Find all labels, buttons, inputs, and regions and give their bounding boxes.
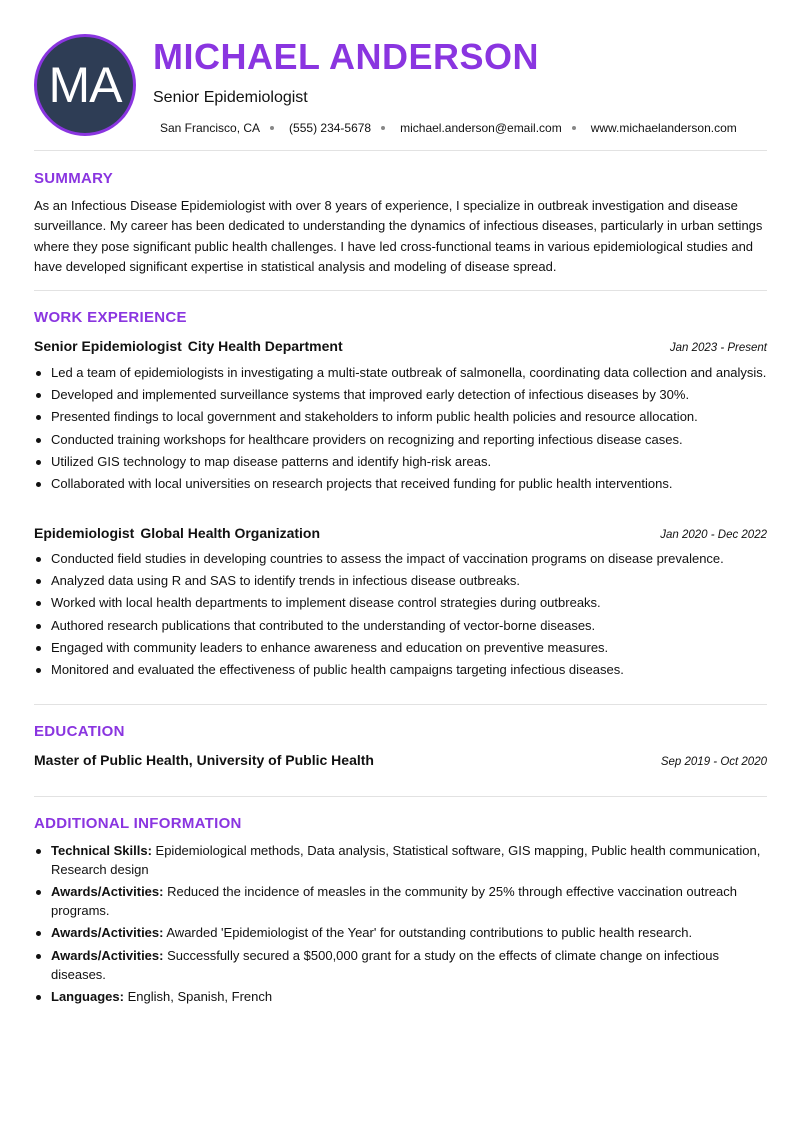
contact-phone: (555) 234-5678 (289, 121, 372, 135)
list-item: Monitored and evaluated the effectiveness of public health campaigns targeting infectious diseases. (34, 660, 767, 679)
education-dates: Sep 2019 - Oct 2020 (660, 756, 767, 768)
divider (34, 796, 767, 797)
additional-heading: ADDITIONAL INFORMATION (34, 815, 242, 832)
contact-email[interactable]: michael.anderson@email.com (400, 121, 562, 135)
item-label: Awards/Activities: (51, 884, 164, 900)
job-title-line (34, 338, 343, 354)
additional-list (34, 841, 767, 1009)
candidate-role: Senior Epidemiologist (153, 89, 308, 106)
item-text: Reduced the incidence of measles in the community by 25% through effective vaccination outreach programs. (51, 884, 738, 919)
experience-heading: WORK EXPERIENCE (34, 309, 187, 326)
item-text: Successfully secured a $500,000 grant for a study on the effects of climate change on infectious diseases. (51, 947, 719, 982)
contact-website[interactable]: www.michaelanderson.com (590, 121, 737, 135)
job-title-line (34, 525, 320, 541)
list-item: Analyzed data using R and SAS to identify trends in infectious disease outbreaks. (34, 571, 767, 590)
avatar-initials: MA (48, 57, 122, 113)
list-item: Utilized GIS technology to map disease patterns and identify high-risk areas. (34, 452, 767, 471)
contact-location: San Francisco, CA (160, 121, 261, 135)
summary-text: As an Infectious Disease Epidemiologist with over 8 years of experience, I specialize in outbreak investigation and disease surveillance. My career has been dedicated to understanding the dynamics of infectious diseases, particularly in urban settings where they pose significant public health challenges. I have led cross-functional teams in various epidemiological studies and have developed significant expertise in statistical analysis and modeling of disease spread. (34, 198, 763, 275)
list-item: Conducted training workshops for healthcare providers on recognizing and reporting infectious disease cases. (34, 430, 767, 449)
job-header (34, 525, 767, 541)
list-item: Developed and implemented surveillance systems that improved early detection of infectious diseases by 30%. (34, 385, 767, 404)
divider (34, 150, 767, 151)
list-item: Collaborated with local universities on research projects that received funding for public health interventions. (34, 474, 767, 493)
list-item: Presented findings to local government and stakeholders to inform public health policies and resource allocation. (34, 407, 767, 426)
separator-dot (572, 126, 576, 130)
contact-line (160, 121, 737, 135)
job-dates: Jan 2020 - Dec 2022 (660, 529, 767, 541)
item-label: Technical Skills: (51, 843, 152, 858)
list-item: Led a team of epidemiologists in investigating a multi-state outbreak of salmonella, coordinating data collection and analysis. (34, 363, 767, 382)
list-item (34, 882, 767, 920)
job-organization: Global Health Organization (140, 525, 321, 541)
job-dates: Jan 2023 - Present (669, 342, 767, 354)
item-label: Awards/Activities: (51, 925, 164, 941)
list-item (34, 923, 767, 942)
education-entry (34, 752, 767, 768)
education-degree: Master of Public Health, University of Public Health (34, 752, 374, 768)
item-text: English, Spanish, French (123, 988, 273, 1004)
divider (34, 290, 767, 291)
list-item (34, 987, 767, 1006)
item-label: Languages: (51, 988, 124, 1004)
job-header (34, 338, 767, 354)
list-item: Worked with local health departments to implement disease control strategies during outbreaks. (34, 593, 767, 612)
job-bullets (34, 549, 767, 682)
separator-dot (270, 126, 274, 130)
list-item (34, 841, 767, 879)
item-text: Epidemiological methods, Data analysis, Statistical software, GIS mapping, Public health communication, Research design (51, 843, 761, 877)
item-label: Awards/Activities: (51, 947, 164, 963)
job-organization: City Health Department (187, 338, 343, 354)
list-item: Engaged with community leaders to enhance awareness and education on preventive measures. (34, 638, 767, 657)
item-text: Awarded 'Epidemiologist of the Year' for outstanding contributions to public health research. (163, 925, 693, 941)
job-position: Senior Epidemiologist (34, 338, 182, 354)
list-item: Conducted field studies in developing countries to assess the impact of vaccination programs on disease prevalence. (34, 549, 767, 568)
list-item: Authored research publications that contributed to the understanding of vector-borne diseases. (34, 616, 767, 635)
job-position: Epidemiologist (34, 525, 135, 541)
education-heading: EDUCATION (34, 723, 125, 740)
summary-heading: SUMMARY (34, 170, 114, 187)
job-bullets (34, 363, 767, 496)
list-item (34, 946, 767, 984)
candidate-name: MICHAEL ANDERSON (153, 36, 540, 77)
divider (34, 704, 767, 705)
separator-dot (381, 126, 385, 130)
avatar (34, 34, 136, 136)
